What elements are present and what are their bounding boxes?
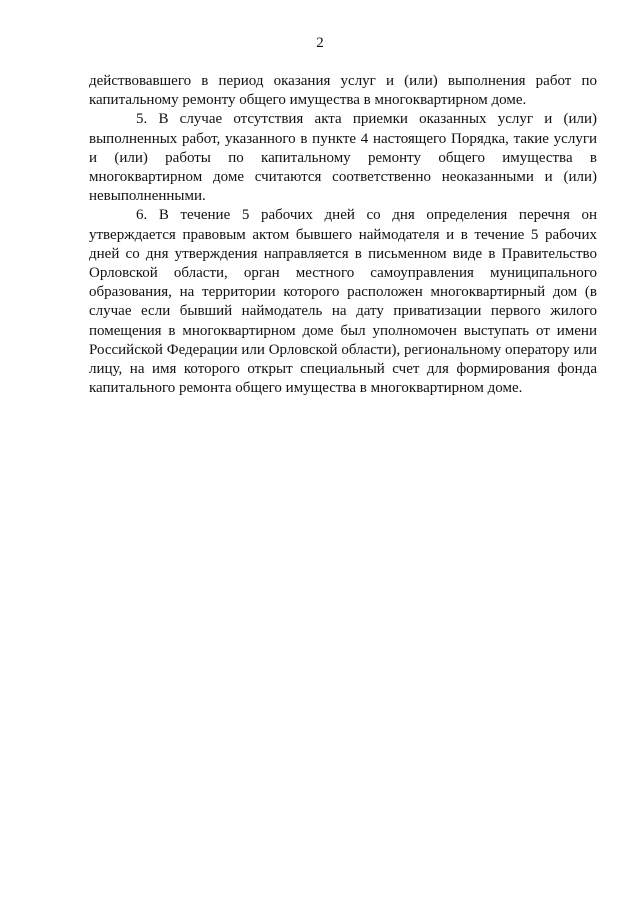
document-body xyxy=(89,72,597,398)
page-number: 2 xyxy=(316,35,324,51)
paragraph-item-5: 5. В случае отсутствия акта приемки оказанных услуг и (или) выполненных работ, указанного в пункте 4 настоящего Порядка, такие услуги и (или) работы по капитальному ремонту общего имущества в многоквартирном доме считаются соответственно неоказанными и (или) невыполненными. xyxy=(89,111,597,205)
paragraph-item-6: 6. В течение 5 рабочих дней со дня определения перечня он утверждается правовым актом бывшего наймодателя и в течение 5 рабочих дней со дня утверждения направляется в письменном виде в Правительство Орловской области, орган местного самоуправления муниципального образования, на территории которого расположен многоквартирный дом (в случае если бывший наймодатель на дату приватизации первого жилого помещения в многоквартирном доме был уполномочен выступать от имени Российской Федерации или Орловской области), региональному оператору или лицу, на имя которого открыт специальный счет для формирования фонда капитального ремонта общего имущества в многоквартирном доме. xyxy=(89,207,597,397)
paragraph-continuation: действовавшего в период оказания услуг и (или) выполнения работ по капитальному ремонту общего имущества в многоквартирном доме. xyxy=(89,73,597,109)
